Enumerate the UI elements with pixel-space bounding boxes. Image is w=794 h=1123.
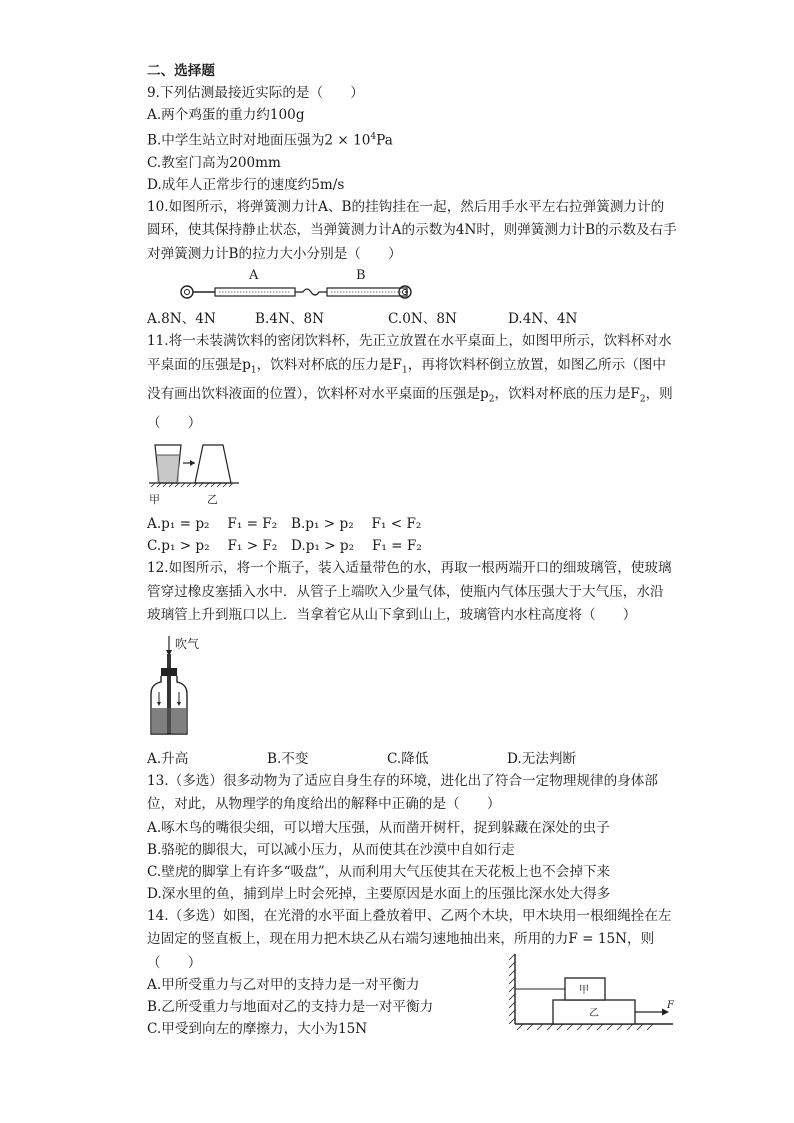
q14-option-b[interactable]: B.乙所受重力与地面对乙的支持力是一对平衡力 bbox=[147, 998, 434, 1015]
q9-option-d[interactable]: D.成年人正常步行的速度约5m/s bbox=[147, 176, 345, 193]
force-f-label: F bbox=[667, 999, 674, 1011]
q12-option-a[interactable]: A.升高 bbox=[147, 750, 189, 767]
q9-b-exponent: 4 bbox=[370, 132, 377, 142]
q10-stem: 10.如图所示，将弹簧测力计A、B的挂钩挂在一起，然后用手水平左右拉弹簧测力计的圆环，使其保持静止状态，当弹簧测力计A的示数为4N时，则弹簧测力计B的示数及右手对弹簧测力计B的拉力大小分别是（ ） bbox=[147, 198, 677, 262]
question-14 bbox=[147, 905, 677, 1040]
q10-option-c[interactable]: C.0N、8N bbox=[388, 311, 457, 328]
q11-stem-part1: 11.将一未装满饮料的密闭饮料杯，先正立放置在水平桌面上，如图甲所示，饮料杯对水平桌面的压强是p bbox=[147, 333, 672, 373]
q13-option-b[interactable]: B.骆驼的脚很大，可以减小压力，从而使其在沙漠中自如行走 bbox=[147, 841, 515, 858]
cup-jia-label: 甲 bbox=[149, 493, 160, 507]
q12-options bbox=[147, 748, 677, 770]
question-11 bbox=[147, 330, 677, 557]
q12-option-b[interactable]: B.不变 bbox=[267, 750, 309, 767]
q9-option-a[interactable]: A.两个鸡蛋的重力约100g bbox=[147, 107, 305, 123]
section-title: 二、选择题 bbox=[147, 63, 215, 79]
cups-figure bbox=[147, 439, 247, 509]
q10-option-b[interactable]: B.4N、8N bbox=[255, 311, 324, 328]
q12-option-c[interactable]: C.降低 bbox=[387, 750, 429, 767]
q11-option-a[interactable]: A.p₁ = p₂ F₁ = F₂ bbox=[147, 516, 278, 533]
q11-sub-4: 2 bbox=[639, 394, 646, 405]
q9-b-unit: Pa bbox=[376, 132, 393, 149]
bottle-figure bbox=[147, 634, 217, 744]
question-10 bbox=[147, 196, 677, 331]
block-yi-label: 乙 bbox=[589, 1007, 599, 1019]
q9-option-b[interactable] bbox=[147, 126, 677, 152]
q11-stem-part3: ，再将饮料杯倒立放置，如图乙所示（图中没有画出饮料液面的位置），饮料杯对水平桌面的压强是p bbox=[147, 356, 666, 402]
scale-a-label: A bbox=[249, 268, 259, 284]
q13-option-a[interactable]: A.啄木鸟的嘴很尖细，可以增大压强，从而凿开树杆，捉到躲藏在深处的虫子 bbox=[147, 819, 610, 836]
scale-b-label: B bbox=[356, 268, 366, 284]
q13-stem: 13.（多选）很多动物为了适应自身生存的环境，进化出了符合一定物理规律的身体部位，对此，从物理学的角度给出的解释中正确的是（ ） bbox=[147, 772, 658, 813]
q11-sub-1: 1 bbox=[250, 365, 257, 376]
q11-stem bbox=[147, 330, 677, 435]
q11-option-c[interactable]: C.p₁ > p₂ F₁ > F₂ bbox=[147, 538, 278, 555]
q12-stem: 12.如图所示，将一个瓶子，装入适量带色的水，再取一根两端开口的细玻璃管，使玻璃管穿过橡皮塞插入水中．从管子上端吹入少量气体，使瓶内气体压强大于大气压，水沿玻璃管上升到瓶口以上．当拿着它从山下拿到山上，玻璃管内水柱高度将（ ） bbox=[147, 560, 672, 624]
q11-option-d[interactable]: D.p₁ > p₂ F₁ = F₂ bbox=[291, 538, 422, 555]
q9-b-text: B.中学生站立时对地面压强为2 × 10 bbox=[147, 132, 371, 149]
q13-option-c[interactable]: C.壁虎的脚掌上有许多“吸盘”，从而利用大气压使其在天花板上也不会掉下来 bbox=[147, 863, 611, 880]
cup-yi-label: 乙 bbox=[207, 493, 218, 507]
blocks-figure bbox=[507, 952, 677, 1030]
q11-sub-2: 1 bbox=[401, 365, 408, 376]
q14-stem-end: （ ） bbox=[147, 954, 202, 971]
q12-option-d[interactable]: D.无法判断 bbox=[507, 750, 577, 767]
q14-option-a[interactable]: A.甲所受重力与乙对甲的支持力是一对平衡力 bbox=[147, 976, 420, 993]
q9-option-c[interactable]: C.教室门高为200mm bbox=[147, 154, 281, 171]
question-13 bbox=[147, 770, 677, 905]
spring-scales-figure bbox=[179, 268, 419, 308]
q10-option-d[interactable]: D.4N、4N bbox=[508, 311, 578, 328]
question-12 bbox=[147, 557, 677, 770]
q10-option-a[interactable]: A.8N、4N bbox=[147, 311, 216, 328]
q11-stem-part5: ，则（ ） bbox=[147, 385, 673, 431]
blow-label: 吹气 bbox=[175, 636, 200, 651]
q14-stem: 14.（多选）如图，在光滑的水平面上叠放着甲、乙两个木块，甲木块用一根细绳拴在左边固定的竖直板上，现在用力把木块乙从右端匀速地抽出来，所用的力F = 15N，则 bbox=[147, 907, 672, 948]
q11-sub-3: 2 bbox=[488, 394, 495, 405]
question-9 bbox=[147, 82, 677, 196]
q11-options-row2 bbox=[147, 535, 677, 557]
q14-option-c[interactable]: C.甲受到向左的摩擦力，大小为15N bbox=[147, 1020, 368, 1037]
worksheet-page bbox=[147, 60, 677, 1040]
block-jia-label: 甲 bbox=[579, 984, 589, 996]
q10-options bbox=[147, 308, 677, 330]
q11-option-b[interactable]: B.p₁ > p₂ F₁ < F₂ bbox=[291, 516, 422, 533]
q11-options-row1 bbox=[147, 513, 677, 535]
q9-stem: 9.下列估测最接近实际的是（ ） bbox=[147, 85, 364, 101]
q11-stem-part2: ，饮料对杯底的压力是F bbox=[256, 356, 402, 373]
q11-stem-part4: ，饮料对杯底的压力是F bbox=[494, 385, 640, 402]
q13-option-d[interactable]: D.深水里的鱼，捕到岸上时会死掉，主要原因是水面上的压强比深水处大得多 bbox=[147, 885, 611, 902]
